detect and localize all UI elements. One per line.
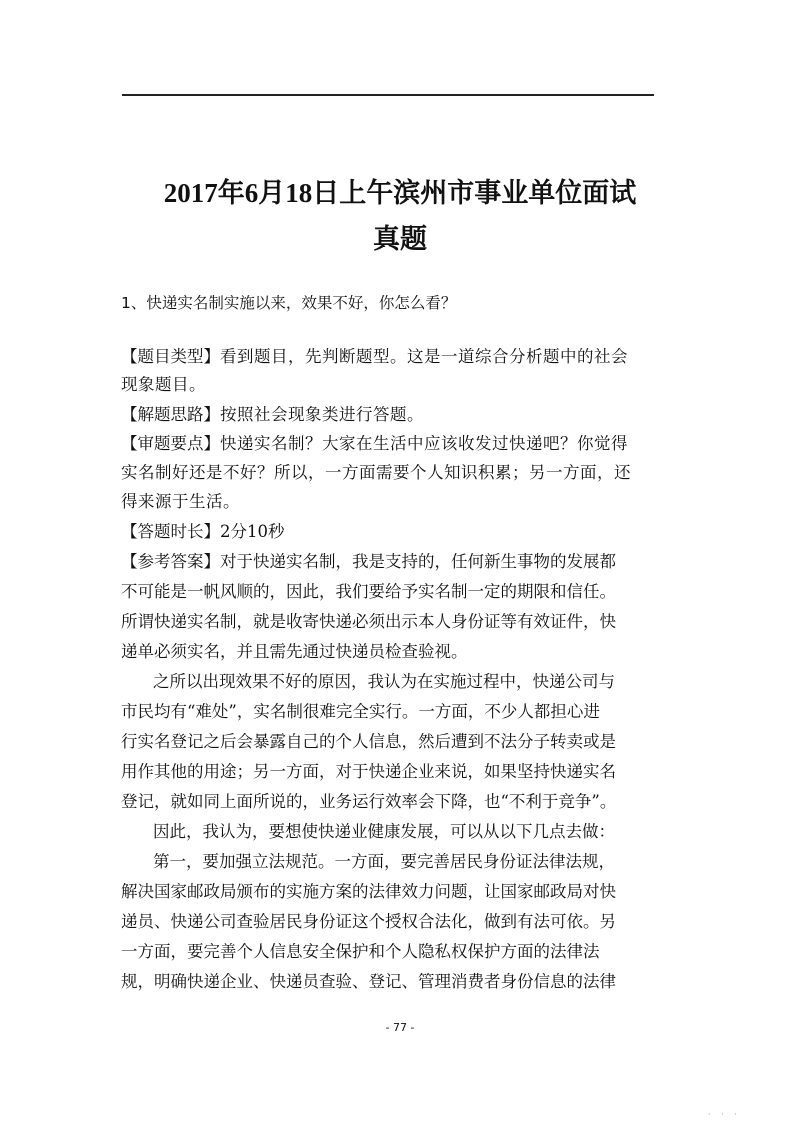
- key-points-text-cont2: 得来源于生活。: [121, 492, 240, 511]
- key-points-line: [121, 430, 628, 454]
- topic-type-text-cont: 现象题目。: [121, 375, 206, 394]
- paragraph-4-line-5: 规，明确快递企业、快递员查验、登记、管理消费者身份信息的法律: [121, 972, 616, 991]
- time-text: 2分10秒: [220, 522, 285, 541]
- page-title-continued: 真题: [373, 224, 427, 254]
- paragraph-2-line-1: 之所以出现效果不好的原因，我认为在实施过程中，快递公司与: [153, 672, 615, 691]
- paragraph-2-line-3: 行实名登记之后会暴露自己的个人信息，然后遭到不法分子转卖或是: [121, 732, 616, 751]
- paragraph-3-line-1: 因此，我认为，要想使快递业健康发展，可以从以下几点去做：: [153, 822, 615, 841]
- approach-label: 【解题思路】: [121, 405, 220, 424]
- approach-line: [121, 401, 424, 425]
- page-number: - 77 -: [385, 1021, 415, 1034]
- key-points-text-cont: 实名制好还是不好？所以，一方面需要个人知识积累；另一方面，还: [121, 463, 631, 482]
- answer-text: 对于快递实名制，我是支持的，任何新生事物的发展都: [220, 552, 616, 571]
- scan-specks: · · ·: [708, 1110, 741, 1119]
- question-heading: 1、快递实名制实施以来，效果不好，你怎么看？: [121, 294, 457, 312]
- header-rule: [122, 94, 654, 96]
- topic-type-line: [121, 343, 628, 367]
- time-line: [121, 518, 285, 542]
- paragraph-2-line-4: 用作其他的用途；另一方面，对于快递企业来说，如果坚持快递实名: [121, 762, 616, 781]
- key-points-text: 快递实名制？大家在生活中应该收发过快递吧？你觉得: [220, 434, 628, 453]
- paragraph-4-line-3: 递员、快递公司查验居民身份证这个授权合法化，做到有法可依。另: [121, 912, 616, 931]
- answer-text-cont2: 所谓快递实名制，就是收寄快递必须出示本人身份证等有效证件，快: [121, 612, 616, 631]
- paragraph-2-line-5: 登记，就如同上面所说的，业务运行效率会下降，也“不利于竞争”。: [121, 792, 617, 811]
- page-title: 2017年6月18日上午滨州市事业单位面试: [163, 178, 637, 208]
- answer-text-cont3: 递单必须实名，并且需先通过快递员检查验视。: [121, 642, 468, 661]
- key-points-label: 【审题要点】: [121, 434, 220, 453]
- paragraph-2-line-2: 市民均有“难处”，实名制很难完全实行。一方面，不少人都担心进: [121, 702, 600, 721]
- answer-line: [121, 548, 616, 572]
- time-label: 【答题时长】: [121, 522, 220, 541]
- approach-text: 按照社会现象类进行答题。: [220, 405, 424, 424]
- topic-type-label: 【题目类型】: [121, 347, 220, 366]
- paragraph-4-line-4: 一方面，要完善个人信息安全保护和个人隐私权保护方面的法律法: [121, 942, 600, 961]
- answer-label: 【参考答案】: [121, 552, 220, 571]
- paragraph-4-line-1: 第一，要加强立法规范。一方面，要完善居民身份证法律法规，: [153, 852, 615, 871]
- paragraph-4-line-2: 解决国家邮政局颁布的实施方案的法律效力问题，让国家邮政局对快: [121, 882, 616, 901]
- topic-type-text: 看到题目，先判断题型。这是一道综合分析题中的社会: [220, 347, 628, 366]
- answer-text-cont1: 不可能是一帆风顺的，因此，我们要给予实名制一定的期限和信任。: [121, 582, 616, 601]
